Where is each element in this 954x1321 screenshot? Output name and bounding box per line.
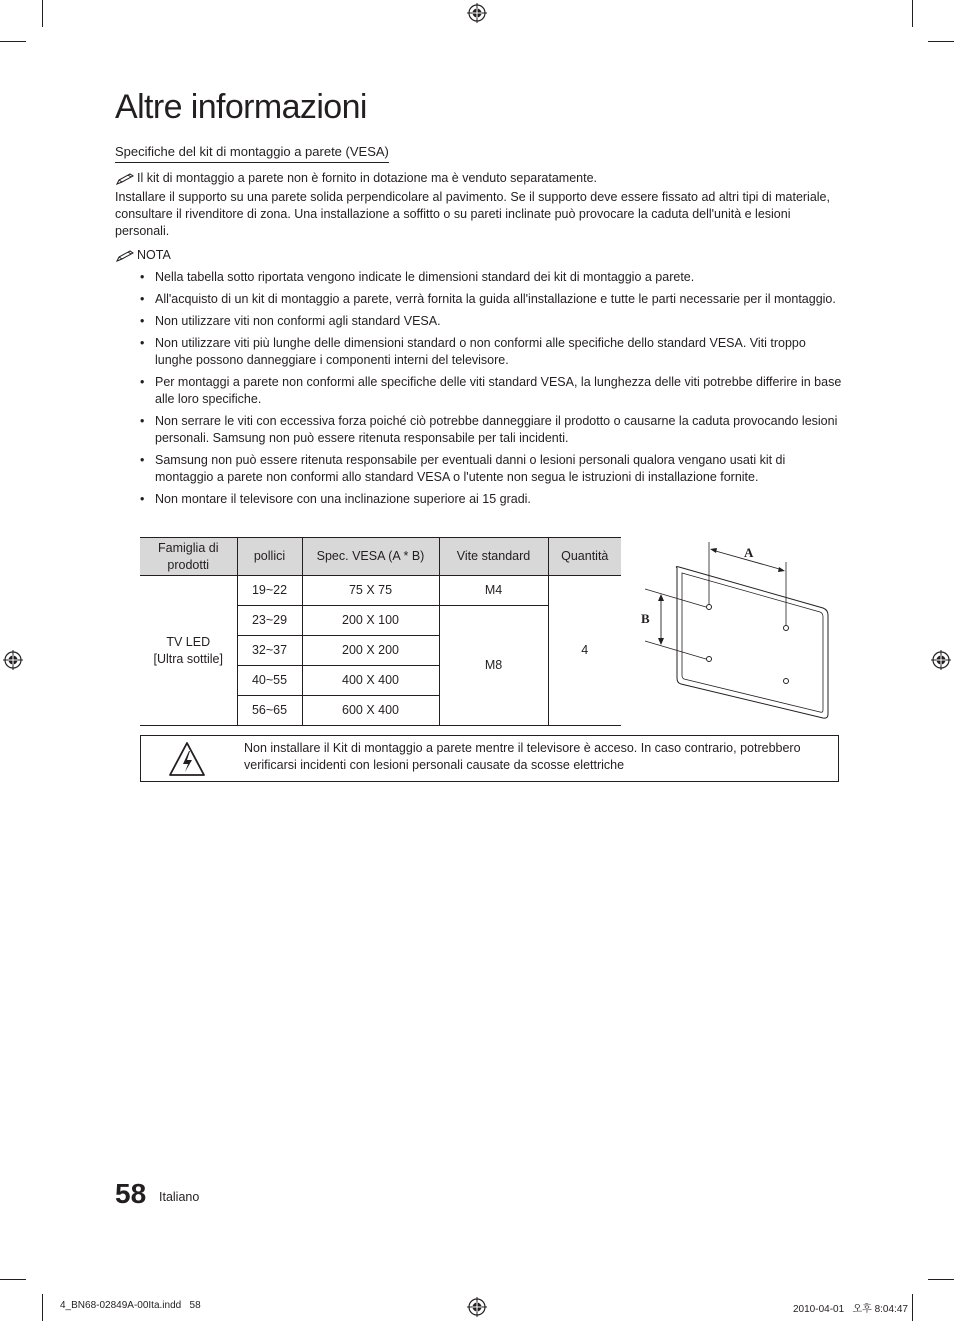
vesa-spec-table [140,537,621,726]
warning-box [140,735,839,782]
registration-mark-icon [467,3,487,23]
dimension-a-label: A [744,545,754,560]
crop-mark [928,1279,954,1280]
crop-mark [928,41,954,42]
pencil-note-icon [115,249,137,263]
crop-mark [0,41,26,42]
vesa-cell: 600 X 400 [302,696,439,726]
list-item: • Nella tabella sotto riportata vengono indicate le dimensioni standard dei kit di montaggio a parete. [140,269,845,286]
header-product-family: Famiglia di prodotti [140,538,237,576]
nota-bullet-list [140,269,845,513]
inches-cell: 19~22 [237,576,302,606]
quantity-cell: 4 [548,576,621,726]
tv-back-mounting-diagram [637,538,837,723]
crop-mark [912,1294,913,1321]
crop-mark [42,1294,43,1321]
list-item: • All'acquisto di un kit di montaggio a parete, verrà fornita la guida all'installazione e tutte le parti necessarie per il montaggio. [140,291,845,308]
install-paragraph: Installare il supporto su una parete solida perpendicolare al pavimento. Se il supporto deve essere fissato ad altri tipi di materiale, consultare il rivenditore di zona. Una installazione a soffitto o su pareti inclinate può provocare la caduta dell'unità e lesioni personali. [115,190,830,238]
file-reference: 4_BN68-02849A-00Ita.indd 58 [60,1300,201,1311]
page-number: 58 [115,1178,147,1209]
product-family-cell [140,576,237,726]
registration-mark-icon [467,1297,487,1317]
header-standard-screw: Vite standard [439,538,548,576]
list-item: • Non serrare le viti con eccessiva forza poiché ciò potrebbe danneggiare il prodotto o causarne la caduta provocando lesioni personali. Samsung non può essere ritenuta responsabile per tali incidenti. [140,413,845,447]
screw-cell: M4 [439,576,548,606]
inches-cell: 56~65 [237,696,302,726]
family-subtitle: [Ultra sottile] [153,651,223,666]
page-title: Altre informazioni [115,88,367,126]
crop-mark [0,1279,26,1280]
table-row [140,576,621,606]
vesa-cell: 75 X 75 [302,576,439,606]
inches-cell: 32~37 [237,636,302,666]
list-item: • Per montaggi a parete non conformi alle specifiche delle viti standard VESA, la lunghezza delle viti potrebbe differire in base alle loro specifiche. [140,374,845,408]
electric-shock-warning-icon [141,736,233,781]
inches-cell: 23~29 [237,606,302,636]
crop-mark [912,0,913,27]
section-heading: Specifiche del kit di montaggio a parete (VESA) [115,144,389,163]
nota-heading [115,247,171,264]
list-item: • Non utilizzare viti non conformi agli standard VESA. [140,313,845,330]
nota-label: NOTA [137,248,171,262]
family-name: TV LED [166,634,211,649]
header-inches: pollici [237,538,302,576]
header-quantity: Quantità [548,538,621,576]
dimension-b-label: B [641,611,650,626]
inches-cell: 40~55 [237,666,302,696]
print-timestamp: 2010-04-01 오후 8:04:47 [793,1304,908,1315]
note-line [115,170,835,187]
screw-cell: M8 [439,606,548,726]
list-item: • Samsung non può essere ritenuta responsabile per eventuali danni o lesioni personali qualora vengano usati kit di montaggio a parete non conformi allo standard VESA o l'utente non segua le istruzioni di installazione fornite. [140,452,845,486]
list-item: • Non montare il televisore con una inclinazione superiore ai 15 gradi. [140,491,845,508]
vesa-cell: 200 X 100 [302,606,439,636]
pencil-note-icon [115,172,137,186]
vesa-cell: 400 X 400 [302,666,439,696]
list-item: • Non utilizzare viti più lunghe delle dimensioni standard o non conformi alle specifiche dello standard VESA. Viti troppo lunghe possono danneggiare i componenti interni del televisore. [140,335,845,369]
crop-mark [42,0,43,27]
page-language: Italiano [159,1190,200,1204]
registration-mark-icon [931,650,951,670]
warning-text: Non installare il Kit di montaggio a parete mentre il televisore è acceso. In caso contrario, potrebbero verificarsi incidenti con lesioni personali causate da scosse elettriche [244,741,801,772]
vesa-cell: 200 X 200 [302,636,439,666]
table-header-row [140,538,621,576]
note-text: Il kit di montaggio a parete non è fornito in dotazione ma è venduto separatamente. [137,171,598,185]
header-vesa-spec: Spec. VESA (A * B) [302,538,439,576]
registration-mark-icon [3,650,23,670]
